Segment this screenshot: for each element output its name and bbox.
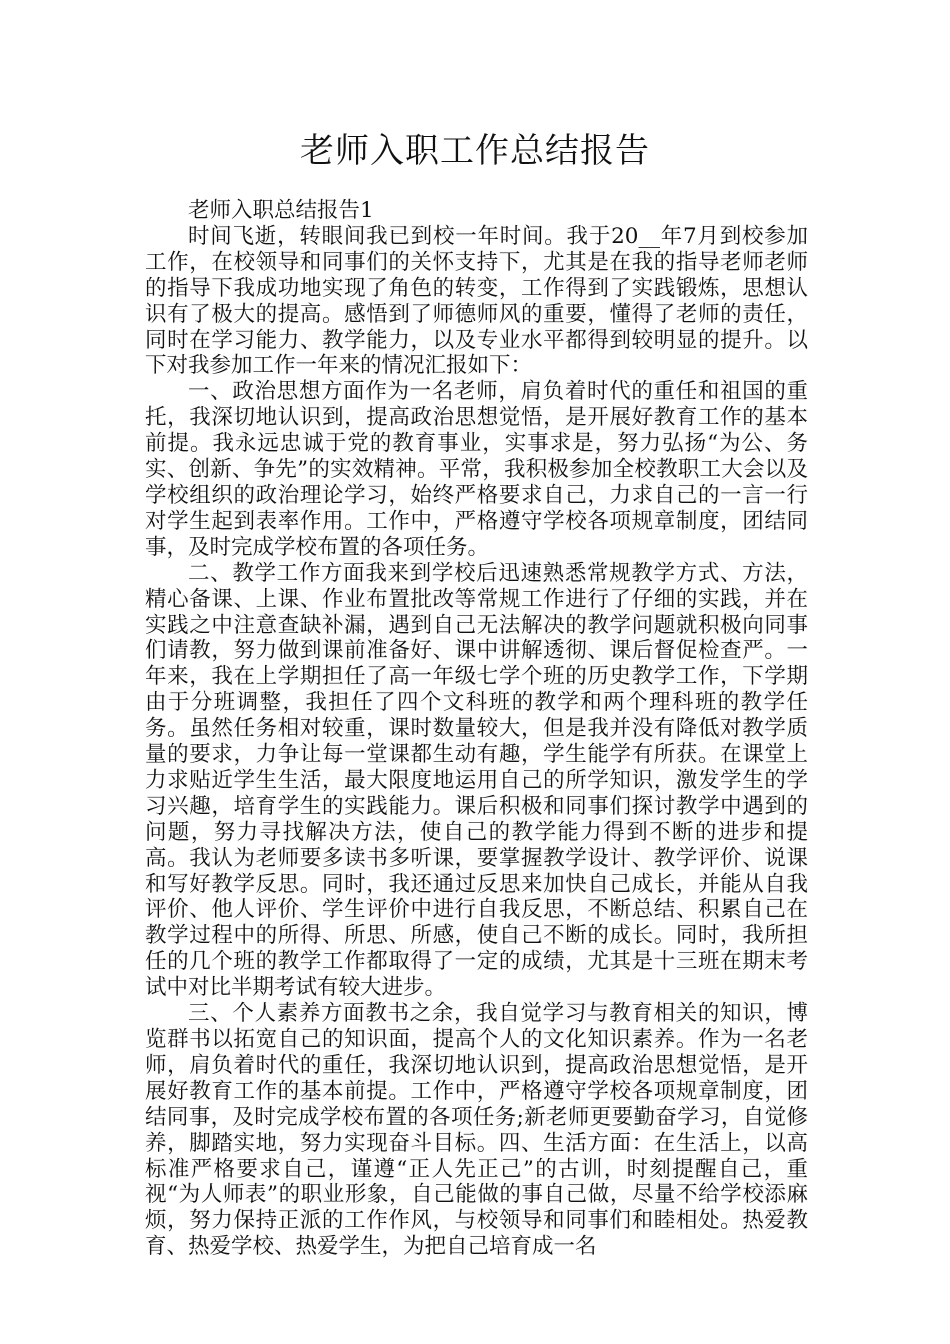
intro-paragraph: 时间飞逝，转眼间我已到校一年时间。我于20__年7月到校参加工作，在校领导和同事们的关怀支持下，尤其是在我的指导老师老师的指导下我成功地实现了角色的转变，工作得到了实践锻炼，思想认识有了极大的提高。感悟到了师德师风的重要，懂得了老师的责任，同时在学习能力、教学能力，以及专业水平都得到较明显的提升。以下对我参加工作一年来的情况汇报如下： (145, 223, 808, 379)
political-thought-paragraph: 一、政治思想方面作为一名老师，肩负着时代的重任和祖国的重托，我深切地认识到，提高政治思想觉悟，是开展好教育工作的基本前提。我永远忠诚于党的教育事业，实事求是，努力弘扬“为公、务实、创新、争先”的实效精神。平常，我积极参加全校教职工大会以及学校组织的政治理论学习，始终严格要求自己，力求自己的一言一行对学生起到表率作用。工作中，严格遵守学校各项规章制度，团结同事，及时完成学校布置的各项任务。 (145, 379, 808, 560)
report-subtitle: 老师入职总结报告1 (188, 198, 374, 223)
document-body (145, 198, 808, 1260)
personal-quality-paragraph: 三、个人素养方面教书之余，我自觉学习与教育相关的知识，博览群书以拓宽自己的知识面，提高个人的文化知识素养。作为一名老师，肩负着时代的重任，我深切地认识到，提高政治思想觉悟，是开展好教育工作的基本前提。工作中，严格遵守学校各项规章制度，团结同事，及时完成学校布置的各项任务;新老师更要勤奋学习，自觉修养，脚踏实地，努力实现奋斗目标。四、生活方面：在生活上，以高标准严格要求自己，谨遵“正人先正己”的古训，时刻提醒自己，重视“为人师表”的职业形象，自己能做的事自己做，尽量不给学校添麻烦，努力保持正派的工作作风，与校领导和同事们和睦相处。热爱教育、热爱学校、热爱学生，为把自己培育成一名 (145, 1001, 808, 1260)
document-title: 老师入职工作总结报告 (300, 131, 650, 171)
teaching-work-paragraph: 二、教学工作方面我来到学校后迅速熟悉常规教学方式、方法，精心备课、上课、作业布置批改等常规工作进行了仔细的实践，并在实践之中注意查缺补漏，遇到自己无法解决的教学问题就积极向同事们请教，努力做到课前准备好、课中讲解透彻、课后督促检查严。一年来，我在上学期担任了高一年级七学个班的历史教学工作，下学期由于分班调整，我担任了四个文科班的教学和两个理科班的教学任务。虽然任务相对较重，课时数量较大，但是我并没有降低对教学质量的要求，力争让每一堂课都生动有趣，学生能学有所获。在课堂上力求贴近学生生活，最大限度地运用自己的所学知识，激发学生的学习兴趣，培育学生的实践能力。课后积极和同事们探讨教学中遇到的问题，努力寻找解决方法，使自己的教学能力得到不断的进步和提高。我认为老师要多读书多听课，要掌握教学设计、教学评价、说课和写好教学反思。同时，我还通过反思来加快自己成长，并能从自我评价、他人评价、学生评价中进行自我反思，不断总结、积累自己在教学过程中的所得、所思、所感，使自己不断的成长。同时，我所担任的几个班的教学工作都取得了一定的成绩，尤其是十三班在期末考试中对比半期考试有较大进步。 (145, 560, 808, 1001)
